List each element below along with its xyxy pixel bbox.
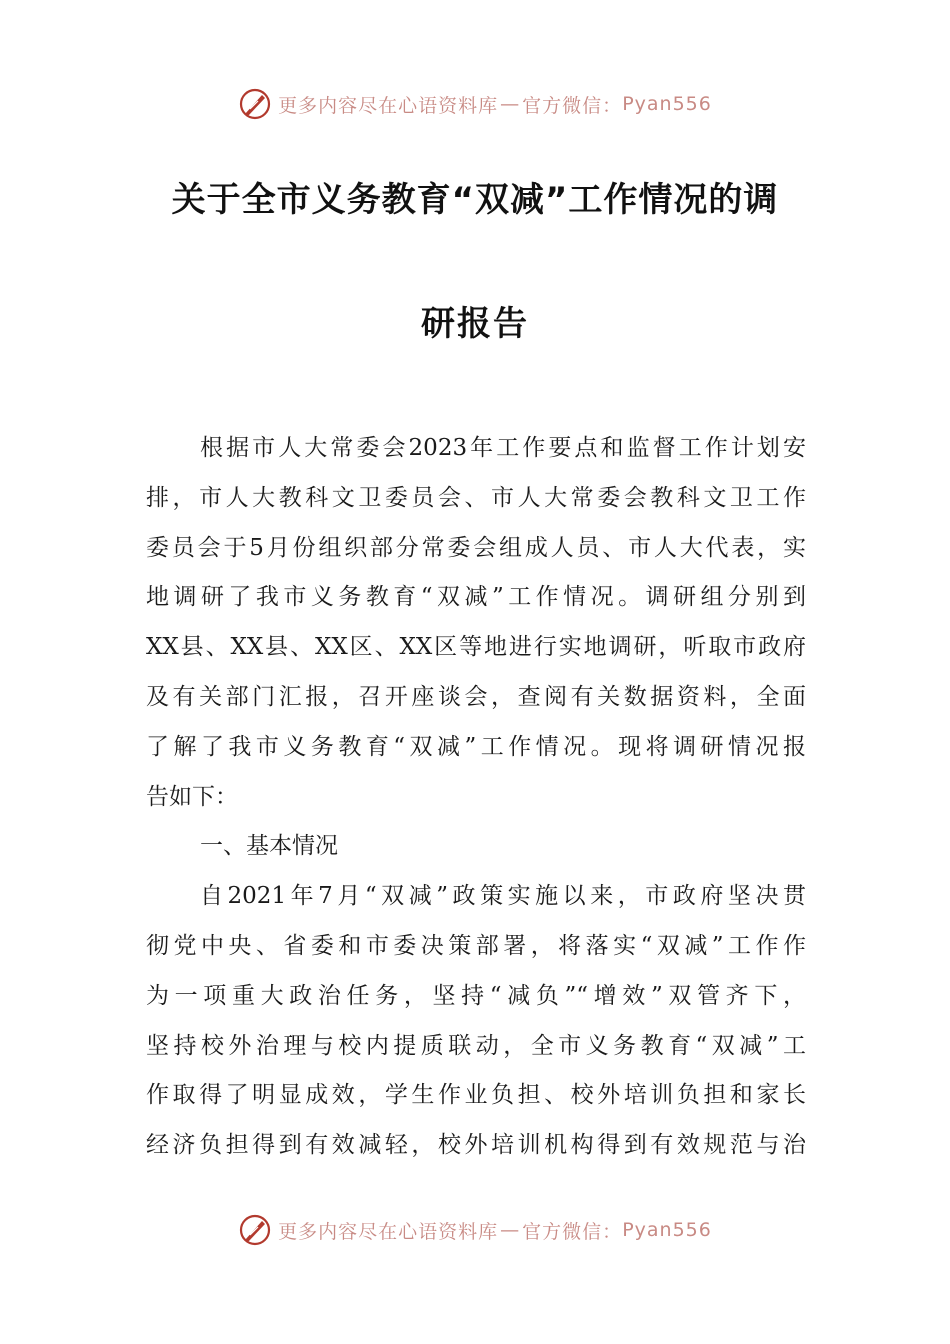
watermark-text: 更多内容尽在心语资料库 <box>278 1220 499 1243</box>
footer-watermark <box>0 1210 950 1250</box>
document-title-line-2: 研报告 <box>421 304 529 344</box>
body-line: 自2021年7月“双减”政策实施以来，市政府坚决贯 <box>200 883 806 910</box>
body-line: 作取得了明显成效，学生作业负担、校外培训负担和家长 <box>146 1082 806 1109</box>
document-body <box>146 424 806 1171</box>
body-line: 为一项重大政治任务，坚持“减负”“增效”双管齐下， <box>146 982 806 1009</box>
document-title-line-1: 关于全市义务教育“双减”工作情况的调 <box>171 180 779 220</box>
body-line: 了解了我市义务教育“双减”工作情况。现将调研情况报 <box>146 733 806 760</box>
quill-logo-icon <box>238 1213 272 1247</box>
watermark-suffix: 官方微信： <box>522 1220 623 1243</box>
watermark-handle: Pyan556 <box>622 1219 712 1241</box>
watermark-handle: Pyan556 <box>622 93 712 115</box>
body-line: 彻党中央、省委和市委决策部署，将落实“双减”工作作 <box>146 932 806 959</box>
body-line: 经济负担得到有效减轻，校外培训机构得到有效规范与治 <box>146 1132 806 1159</box>
watermark-text: 更多内容尽在心语资料库 <box>278 94 499 117</box>
watermark-separator: — <box>500 1219 521 1241</box>
header-watermark <box>0 84 950 124</box>
body-line: 及有关部门汇报，召开座谈会，查阅有关数据资料，全面 <box>146 683 806 710</box>
body-line: XX县、XX县、XX区、XX区等地进行实地调研，听取市政府 <box>146 634 806 661</box>
watermark-separator: — <box>500 93 521 115</box>
body-line: 委员会于5月份组织部分常委会组成人员、市人大代表，实 <box>146 534 806 561</box>
section-heading: 一、基本情况 <box>200 833 338 860</box>
body-line: 坚持校外治理与校内提质联动，全市义务教育“双减”工 <box>146 1032 806 1059</box>
body-line: 排，市人大教科文卫委员会、市人大常委会教科文卫工作 <box>146 484 806 511</box>
watermark-suffix: 官方微信： <box>522 94 623 117</box>
body-line: 根据市人大常委会2023年工作要点和监督工作计划安 <box>200 435 806 461</box>
body-line: 告如下： <box>146 783 238 810</box>
body-line: 地调研了我市义务教育“双减”工作情况。调研组分别到 <box>146 584 806 611</box>
quill-logo-icon <box>238 87 272 121</box>
